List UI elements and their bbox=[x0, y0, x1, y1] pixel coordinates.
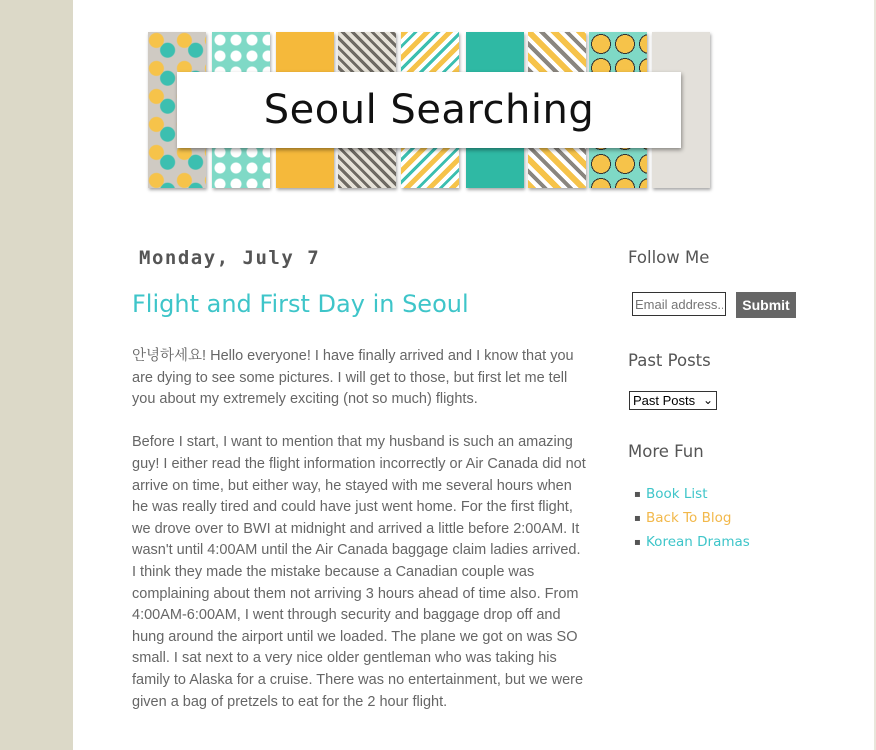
past-posts-heading: Past Posts bbox=[628, 351, 711, 370]
post-date: Monday, July 7 bbox=[139, 247, 321, 269]
header-banner[interactable] bbox=[145, 28, 715, 193]
bullet-icon: ▪ bbox=[634, 512, 641, 524]
link-korean-dramas[interactable]: Korean Dramas bbox=[646, 534, 750, 550]
past-posts-selected: Past Posts bbox=[633, 393, 696, 408]
post-paragraph: 안녕하세요! Hello everyone! I have finally arrived and I know that you are dying to see some pictures. I will get to those, but first let me tell you about my extremely exciting (not so much) flights. bbox=[132, 348, 574, 408]
past-posts-select[interactable] bbox=[629, 391, 717, 410]
more-fun-list bbox=[634, 482, 750, 554]
page-background-left bbox=[0, 0, 73, 750]
post-title[interactable]: Flight and First Day in Seoul bbox=[132, 290, 469, 318]
post-paragraph: Before I start, I want to mention that my husband is such an amazing guy! I either read the flight information incorrectly or Air Canada did not arrive on time, but either way, he stayed with me several hours when he was really tired and could have just went home. For the first flight, we drove over to BWI at midnight and arrived a little before 2:00AM. It wasn't until 4:00AM until the Air Canada baggage claim ladies arrived. I think they made the mistake because a Canadian couple was complaining about them not arriving 3 hours ahead of time also. From 4:00AM-6:00AM, I went through security and baggage drop off and hung around the airport until we loaded. The plane we got on was SO small. I sat next to a very nice older gentleman who was taking his family to Alaska for a cruise. There was no entertainment, but we were given a bag of pretzels to eat for the 2 hour flight. bbox=[132, 434, 586, 710]
submit-button[interactable]: Submit bbox=[736, 292, 796, 318]
chevron-down-icon: ⌄ bbox=[702, 393, 713, 407]
bullet-icon: ▪ bbox=[634, 488, 641, 500]
blog-title[interactable]: Seoul Searching bbox=[263, 87, 595, 133]
link-back-to-blog[interactable]: Back To Blog bbox=[646, 510, 732, 526]
list-item bbox=[634, 482, 750, 506]
email-field[interactable] bbox=[632, 292, 726, 316]
link-book-list[interactable]: Book List bbox=[646, 486, 708, 502]
list-item bbox=[634, 506, 750, 530]
more-fun-heading: More Fun bbox=[628, 442, 704, 461]
list-item bbox=[634, 530, 750, 554]
bullet-icon: ▪ bbox=[634, 536, 641, 548]
post-body bbox=[132, 346, 588, 735]
follow-heading: Follow Me bbox=[628, 248, 710, 267]
blog-title-card bbox=[177, 72, 681, 148]
